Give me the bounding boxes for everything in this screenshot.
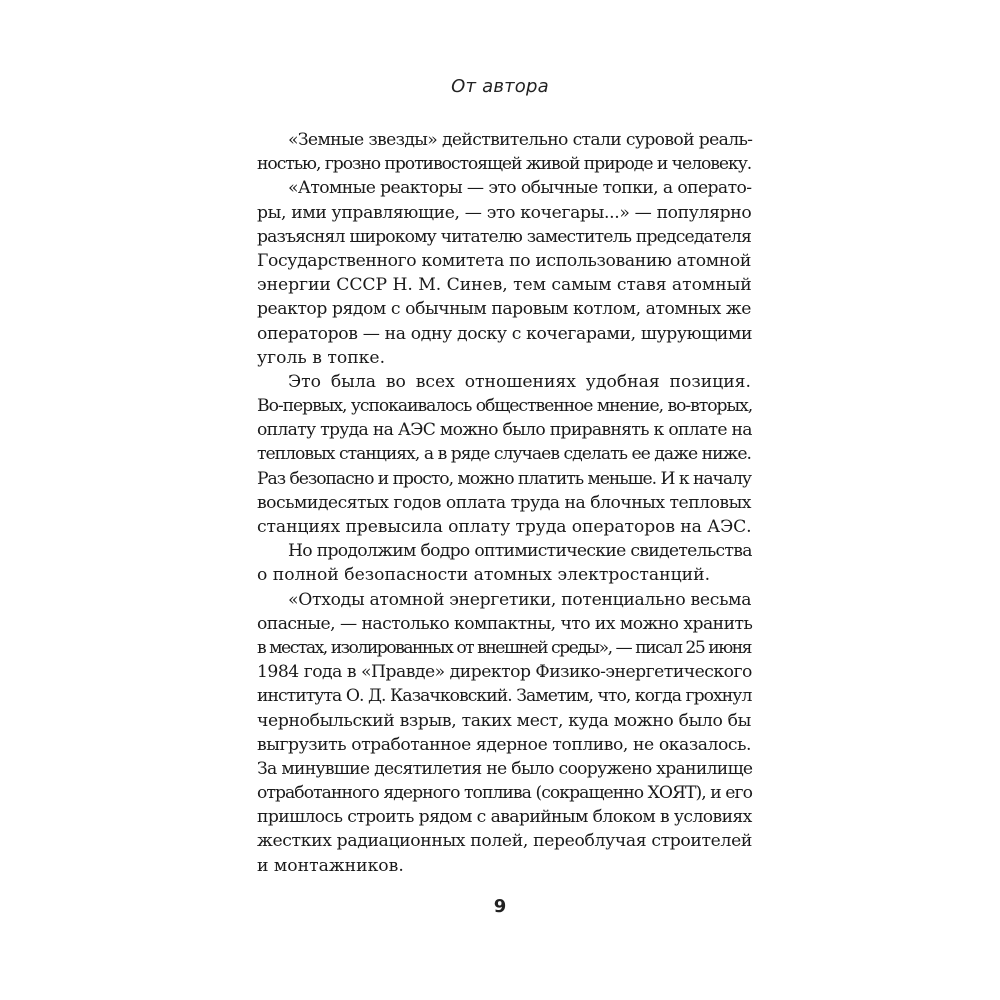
text-line: операторов — на одну доску с кочегарами, шурующими: [257, 323, 753, 344]
text-line: восьмидесятых годов оплата труда на блочных тепловых: [257, 492, 751, 513]
text-line: уголь в топке.: [257, 347, 386, 368]
paragraph: [257, 176, 751, 370]
paragraph: [257, 588, 751, 878]
text-line: 1984 года в «Правде» директор Физико-энергетического: [257, 662, 752, 683]
text-line: «Отходы атомной энергетики, потенциально весьма: [288, 589, 752, 610]
text-line: пришлось строить рядом с аварийным блоком в условиях: [257, 807, 752, 828]
text-line: Во-первых, успокаивалось общественное мнение, во-вторых,: [257, 396, 753, 417]
text-line: ры, ими управляющие, — это кочегары...» — популярно: [257, 202, 752, 223]
running-head: От автора: [451, 76, 549, 97]
text-line: о полной безопасности атомных электростанций.: [257, 565, 711, 586]
text-line: Государственного комитета по использованию атомной: [257, 250, 751, 271]
text-line: в местах, изолированных от внешней среды», — писал 25 июня: [257, 637, 751, 658]
text-line: выгрузить отработанное ядерное топливо, не оказалось.: [257, 734, 751, 755]
text-line: и монтажников.: [257, 855, 404, 876]
text-line: Но продолжим бодро оптимистические свидетельства: [288, 541, 752, 562]
page-number: 9: [493, 896, 507, 917]
text-line: жестких радиационных полей, переоблучая строителей: [257, 831, 752, 852]
text-line: отработанного ядерного топлива (сокращенно ХОЯТ), и его: [257, 783, 752, 804]
text-line: Раз безопасно и просто, можно платить меньше. И к началу: [257, 468, 751, 489]
paragraph: [257, 128, 751, 176]
paragraph: [257, 370, 751, 539]
text-line: За минувшие десятилетия не было сооружено хранилище: [257, 758, 753, 779]
body-text: [257, 128, 751, 878]
text-line: разъяснял широкому читателю заместитель председателя: [257, 226, 751, 247]
text-line: чернобыльский взрыв, таких мест, куда можно было бы: [257, 710, 751, 731]
paragraph: [257, 539, 751, 587]
text-line: ностью, грозно противостоящей живой природе и человеку.: [257, 154, 752, 175]
text-line: Это была во всех отношениях удобная позиция.: [288, 371, 751, 392]
text-line: «Атомные реакторы — это обычные топки, а операто-: [288, 178, 752, 199]
text-line: оплату труда на АЭС можно было приравнять к оплате на: [257, 420, 752, 441]
text-line: станциях превысила оплату труда операторов на АЭС.: [257, 517, 752, 537]
text-line: опасные, — настолько компактны, что их можно хранить: [257, 613, 753, 634]
text-line: «Земные звезды» действительно стали суровой реаль-: [288, 130, 753, 150]
text-line: института О. Д. Казачковский. Заметим, что, когда грохнул: [257, 686, 752, 707]
text-line: реактор рядом с обычным паровым котлом, атомных же: [257, 299, 751, 320]
text-line: энергии СССР Н. М. Синев, тем самым ставя атомный: [257, 275, 752, 296]
text-line: тепловых станциях, а в ряде случаев сделать ее даже ниже.: [257, 444, 751, 465]
